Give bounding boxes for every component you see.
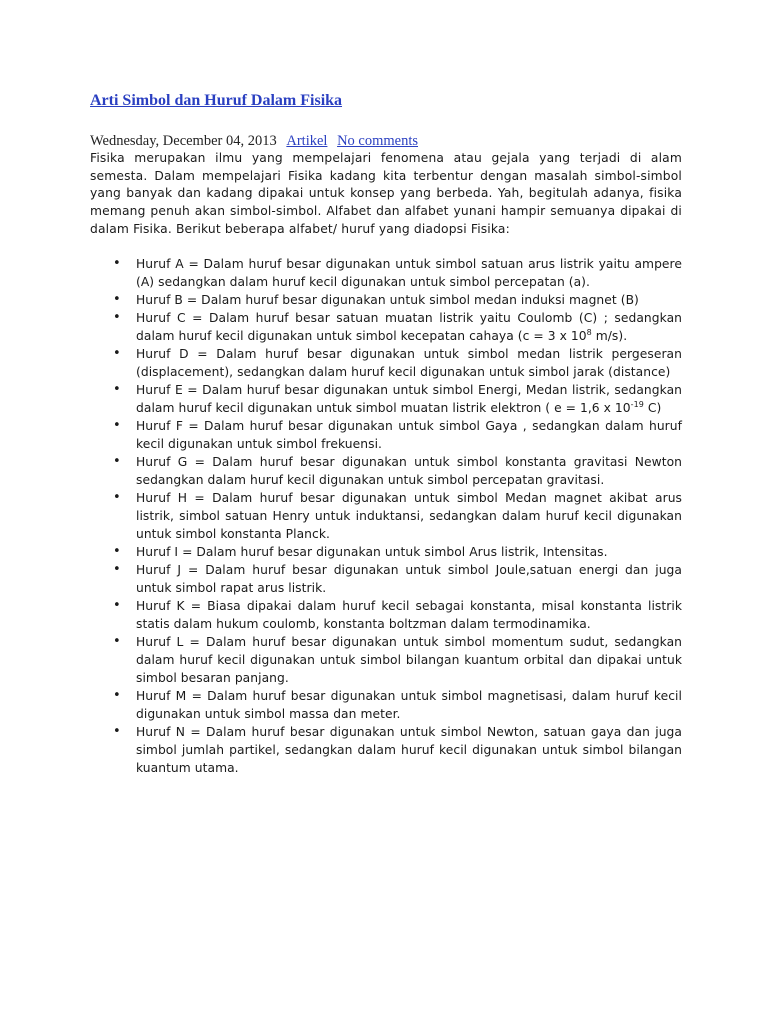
- category-link[interactable]: Artikel: [286, 133, 328, 149]
- post-title-link[interactable]: Arti Simbol dan Huruf Dalam Fisika: [90, 92, 343, 109]
- intro-paragraph: Fisika merupakan ilmu yang mempelajari fenomena atau gejala yang terjadi di alam semesta. Dalam mempelajari Fisika kadang kita terbentur dengan masalah simbol-simbol yang banyak dan kadang dipakai untuk konsep yang berbeda. Yah, begitulah adanya, fisika memang penuh akan simbol-simbol. Alfabet dan alfabet yunani hampir semuanya dipakai di dalam Fisika. Berikut beberapa alfabet/ huruf yang diadopsi Fisika:: [90, 151, 682, 236]
- list-item-f: • Huruf F = Dalam huruf besar digunakan untuk simbol Gaya , sedangkan dalam huruf kecil digunakan untuk simbol frekuensi.: [90, 417, 682, 453]
- list-item-i: • Huruf I = Dalam huruf besar digunakan untuk simbol Arus listrik, Intensitas.: [90, 543, 682, 561]
- list-item-k: • Huruf K = Biasa dipakai dalam huruf kecil sebagai konstanta, misal konstanta listrik statis dalam hukum coulomb, konstanta boltzman dalam termodinamika.: [90, 597, 682, 633]
- list-item-c: [90, 309, 682, 345]
- list-item-m: • Huruf M = Dalam huruf besar digunakan untuk simbol magnetisasi, dalam huruf kecil digunakan untuk simbol massa dan meter.: [90, 687, 682, 723]
- list-item-a: • Huruf A = Dalam huruf besar digunakan untuk simbol satuan arus listrik yaitu ampere (A) sedangkan dalam huruf kecil digunakan untuk simbol percepatan (a).: [90, 255, 682, 291]
- article: [90, 92, 682, 777]
- letter-list: [90, 255, 682, 777]
- list-item-b: • Huruf B = Dalam huruf besar digunakan untuk simbol medan induksi magnet (B): [90, 291, 682, 309]
- item-c-unit: m/s).: [591, 328, 628, 343]
- item-e-unit: C): [643, 400, 662, 415]
- item-c-text: Huruf C = Dalam huruf besar satuan muatan listrik yaitu Coulomb (C) ; sedangkan dalam huruf kecil digunakan untuk simbol kecepatan cahaya (c = 3 x 10: [136, 310, 682, 343]
- comments-link[interactable]: No comments: [337, 133, 419, 149]
- list-item-h: • Huruf H = Dalam huruf besar digunakan untuk simbol Medan magnet akibat arus listrik, simbol satuan Henry untuk induktansi, sedangkan dalam huruf kecil digunakan untuk simbol konstanta Planck.: [90, 489, 682, 543]
- item-c-exponent: 8: [586, 327, 592, 337]
- item-e-exponent: -19: [630, 399, 644, 409]
- post-meta: [90, 133, 682, 150]
- list-item-d: • Huruf D = Dalam huruf besar digunakan untuk simbol medan listrik pergeseran (displacement), sedangkan dalam huruf kecil digunakan untuk simbol jarak (distance): [90, 345, 682, 381]
- list-item-j: • Huruf J = Dalam huruf besar digunakan untuk simbol Joule,satuan energi dan juga untuk simbol rapat arus listrik.: [90, 561, 682, 597]
- list-item-n: • Huruf N = Dalam huruf besar digunakan untuk simbol Newton, satuan gaya dan juga simbol jumlah partikel, sedangkan dalam huruf kecil digunakan untuk simbol bilangan kuantum utama.: [90, 723, 682, 777]
- post-date: Wednesday, December 04, 2013: [90, 133, 277, 149]
- list-item-g: • Huruf G = Dalam huruf besar digunakan untuk simbol konstanta gravitasi Newton sedangkan dalam huruf kecil digunakan untuk simbol percepatan gravitasi.: [90, 453, 682, 489]
- list-item-l: • Huruf L = Dalam huruf besar digunakan untuk simbol momentum sudut, sedangkan dalam huruf kecil digunakan untuk simbol bilangan kuantum orbital dan dipakai untuk simbol besaran panjang.: [90, 633, 682, 687]
- list-item-e: [90, 381, 682, 417]
- item-e-text: Huruf E = Dalam huruf besar digunakan untuk simbol Energi, Medan listrik, sedangkan dalam huruf kecil digunakan untuk simbol muatan listrik elektron ( e = 1,6 x 10: [136, 382, 682, 415]
